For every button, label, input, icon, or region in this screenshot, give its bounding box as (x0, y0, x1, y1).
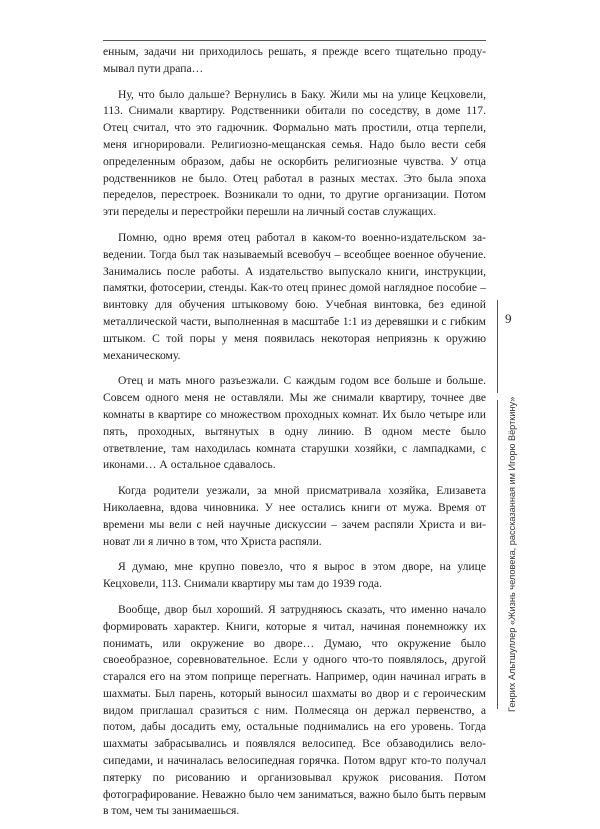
paragraph-3: Помню, одно время отец работал в каком-то военно-издательском заведении. Тогда был так называемый всевобуч – всеобщее военное обучение. Занимались после работы. А издательство выпускало книги, инструкции, памятки, фотосерии, стенды. Как-то отец принес домой наглядное пособие – винтовку для обучения штыковому бою. Учебная винтовка, без единой металлической части, выполненная в масштабе 1:1 из деревяшки и с гибким штыком. С той поры у меня появилась некоторая неприязнь к оружию механическому. (103, 230, 486, 362)
margin-rule-lower (497, 400, 498, 709)
paragraph-6: Я думаю, мне крупно повезло, что я вырос в этом дворе, на улице Кецховели, 113. Снимали квартиру мы там до 1939 года. (103, 560, 486, 591)
paragraph-1: енным, задачи ни приходилось решать, я прежде всего тщательно продумывал пути драпа… (103, 45, 486, 75)
page-number: 9 (505, 311, 512, 326)
paragraph-4: Отец и мать много разъезжали. С каждым годом все больше и больше. Совсем одного меня не оставляли. Мы же снимали квартиру, точнее две комнаты в квартире со множеством проходных комнат. Их было четыре или пять, проходных, вытянутых в одну линию. В одном месте было ответвление, там находилась комната старушки хозяйки, с лампадками, с иконами… А остальное сдавалось. (103, 374, 486, 472)
margin-rule-upper (497, 300, 498, 393)
running-head-text: Генрих Альтшуллер «Жизнь человека, рассказанная им Игорю Вёрткину» (507, 396, 517, 712)
paragraph-2: Ну, что было дальше? Вернулись в Баку. Жили мы на улице Кецховели, 113. Снимали квартиру. Родственники обитали по соседству, в доме 117. Отец считал, что это гадючник. Формально мать простили, отца терпели, меня игнорировали. Религиозно-мещанская семья. Надо было вести себя определенным образом, дабы не оскорбить религиозные чувства. У отца родственников не было. Отец работал в разных местах. Это была эпоха переделов, перестроек. Возникали то одни, то другие организации. Потом эти переделы и перестройки перешли на личный состав служащих. (103, 87, 486, 219)
paragraph-5: Когда родители уезжали, за мной присматривала хозяйка, Елизавета Николаевна, вдова чиновника. У нее остались книги от мужа. Время от времени мы вели с ней научные дискуссии – зачем распяли Христа и виноват ли я лично в том, что Христа распяли. (103, 484, 486, 548)
header-rule (103, 40, 486, 41)
paragraph-7: Вообще, двор был хороший. Я затрудняюсь сказать, что именно начало формировать характер. Книги, которые я читал, начиная понемножку их понимать, или окружение во дворе… Думаю, что окружение было своеобразное, соревновательное. Если у одного что-то появлялось, другой старался его на этом поприще перегнать. Например, один начинал играть в шахматы. Был парень, который выносил шахматы во двор и с героическим видом приглашал сразиться с ним. Полмесяца он держал первенство, а потом, дабы досадить ему, остальные поднимались на его уровень. Тогда шахматы забрасывались и появлялся велосипед. Все обзаводились велосипедами, и начиналась велосипедная горячка. Потом вдруг кто-то получал пятерку по рисованию и организовывал кружок рисования. Потом фотографирование. Неважно было чем заниматься, важно было быть первым в том, чем ты занимаешься. (103, 602, 486, 818)
body-text (103, 44, 486, 829)
